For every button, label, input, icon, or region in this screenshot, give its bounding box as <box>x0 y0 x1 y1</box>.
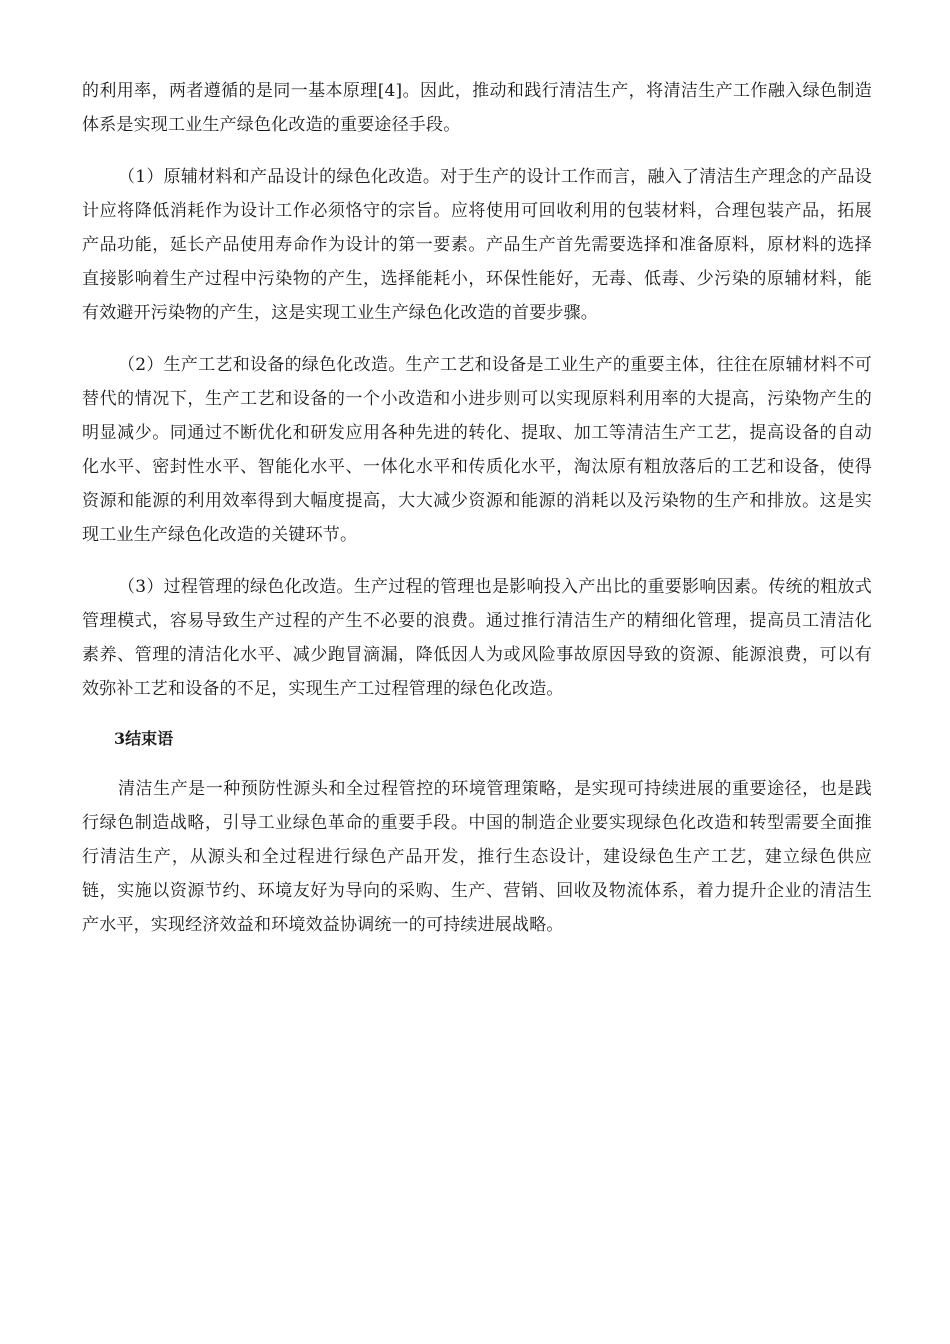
paragraph-continuation: 的利用率，两者遵循的是同一基本原理[4]。因此，推动和践行清洁生产，将清洁生产工作融入绿色制造体系是实现工业生产绿色化改造的重要途径手段。 <box>82 81 872 135</box>
paragraph-process-equipment: （2）生产工艺和设备的绿色化改造。生产工艺和设备是工业生产的重要主体，往往在原辅材料不可替代的情况下，生产工艺和设备的一个小改造和小进步则可以实现原料利用率的大提高，污染物产生的明显减少。同通过不断优化和研发应用各种先进的转化、提取、加工等清洁生产工艺，提高设备的自动化水平、密封性水平、智能化水平、一体化水平和传质化水平，淘汰原有粗放落后的工艺和设备，使得资源和能源的利用效率得到大幅度提高，大大减少资源和能源的消耗以及污染物的生产和排放。这是实现工业生产绿色化改造的关键环节。 <box>82 355 872 545</box>
paragraph-conclusion: 清洁生产是一种预防性源头和全过程管控的环境管理策略，是实现可持续进展的重要途径，也是践行绿色制造战略，引导工业绿色革命的重要手段。中国的制造企业要实现绿色化改造和转型需要全面推行清洁生产，从源头和全过程进行绿色产品开发，推行生态设计，建设绿色生产工艺，建立绿色供应链，实施以资源节约、环境友好为导向的采购、生产、营销、回收及物流体系，着力提升企业的清洁生产水平，实现经济效益和环境效益协调统一的可持续进展战略。 <box>82 779 872 935</box>
paragraph-material-design: （1）原辅材料和产品设计的绿色化改造。对于生产的设计工作而言，融入了清洁生产理念的产品设计应将降低消耗作为设计工作必须恪守的宗旨。应将使用可回收利用的包装材料，合理包装产品，拓展产品功能，延长产品使用寿命作为设计的第一要素。产品生产首先需要选择和准备原料，原材料的选择直接影响着生产过程中污染物的产生，选择能耗小，环保性能好，无毒、低毒、少污染的原辅材料，能有效避开污染物的产生，这是实现工业生产绿色化改造的首要步骤。 <box>82 167 872 323</box>
section-heading-conclusion: 3结束语 <box>114 729 174 748</box>
document-page <box>82 74 872 942</box>
paragraph-process-management: （3）过程管理的绿色化改造。生产过程的管理也是影响投入产出比的重要影响因素。传统的粗放式管理模式，容易导致生产过程的产生不必要的浪费。通过推行清洁生产的精细化管理，提高员工清洁化素养、管理的清洁化水平、减少跑冒滴漏，降低因人为或风险事故原因导致的资源、能源浪费，可以有效弥补工艺和设备的不足，实现生产工过程管理的绿色化改造。 <box>82 577 872 699</box>
